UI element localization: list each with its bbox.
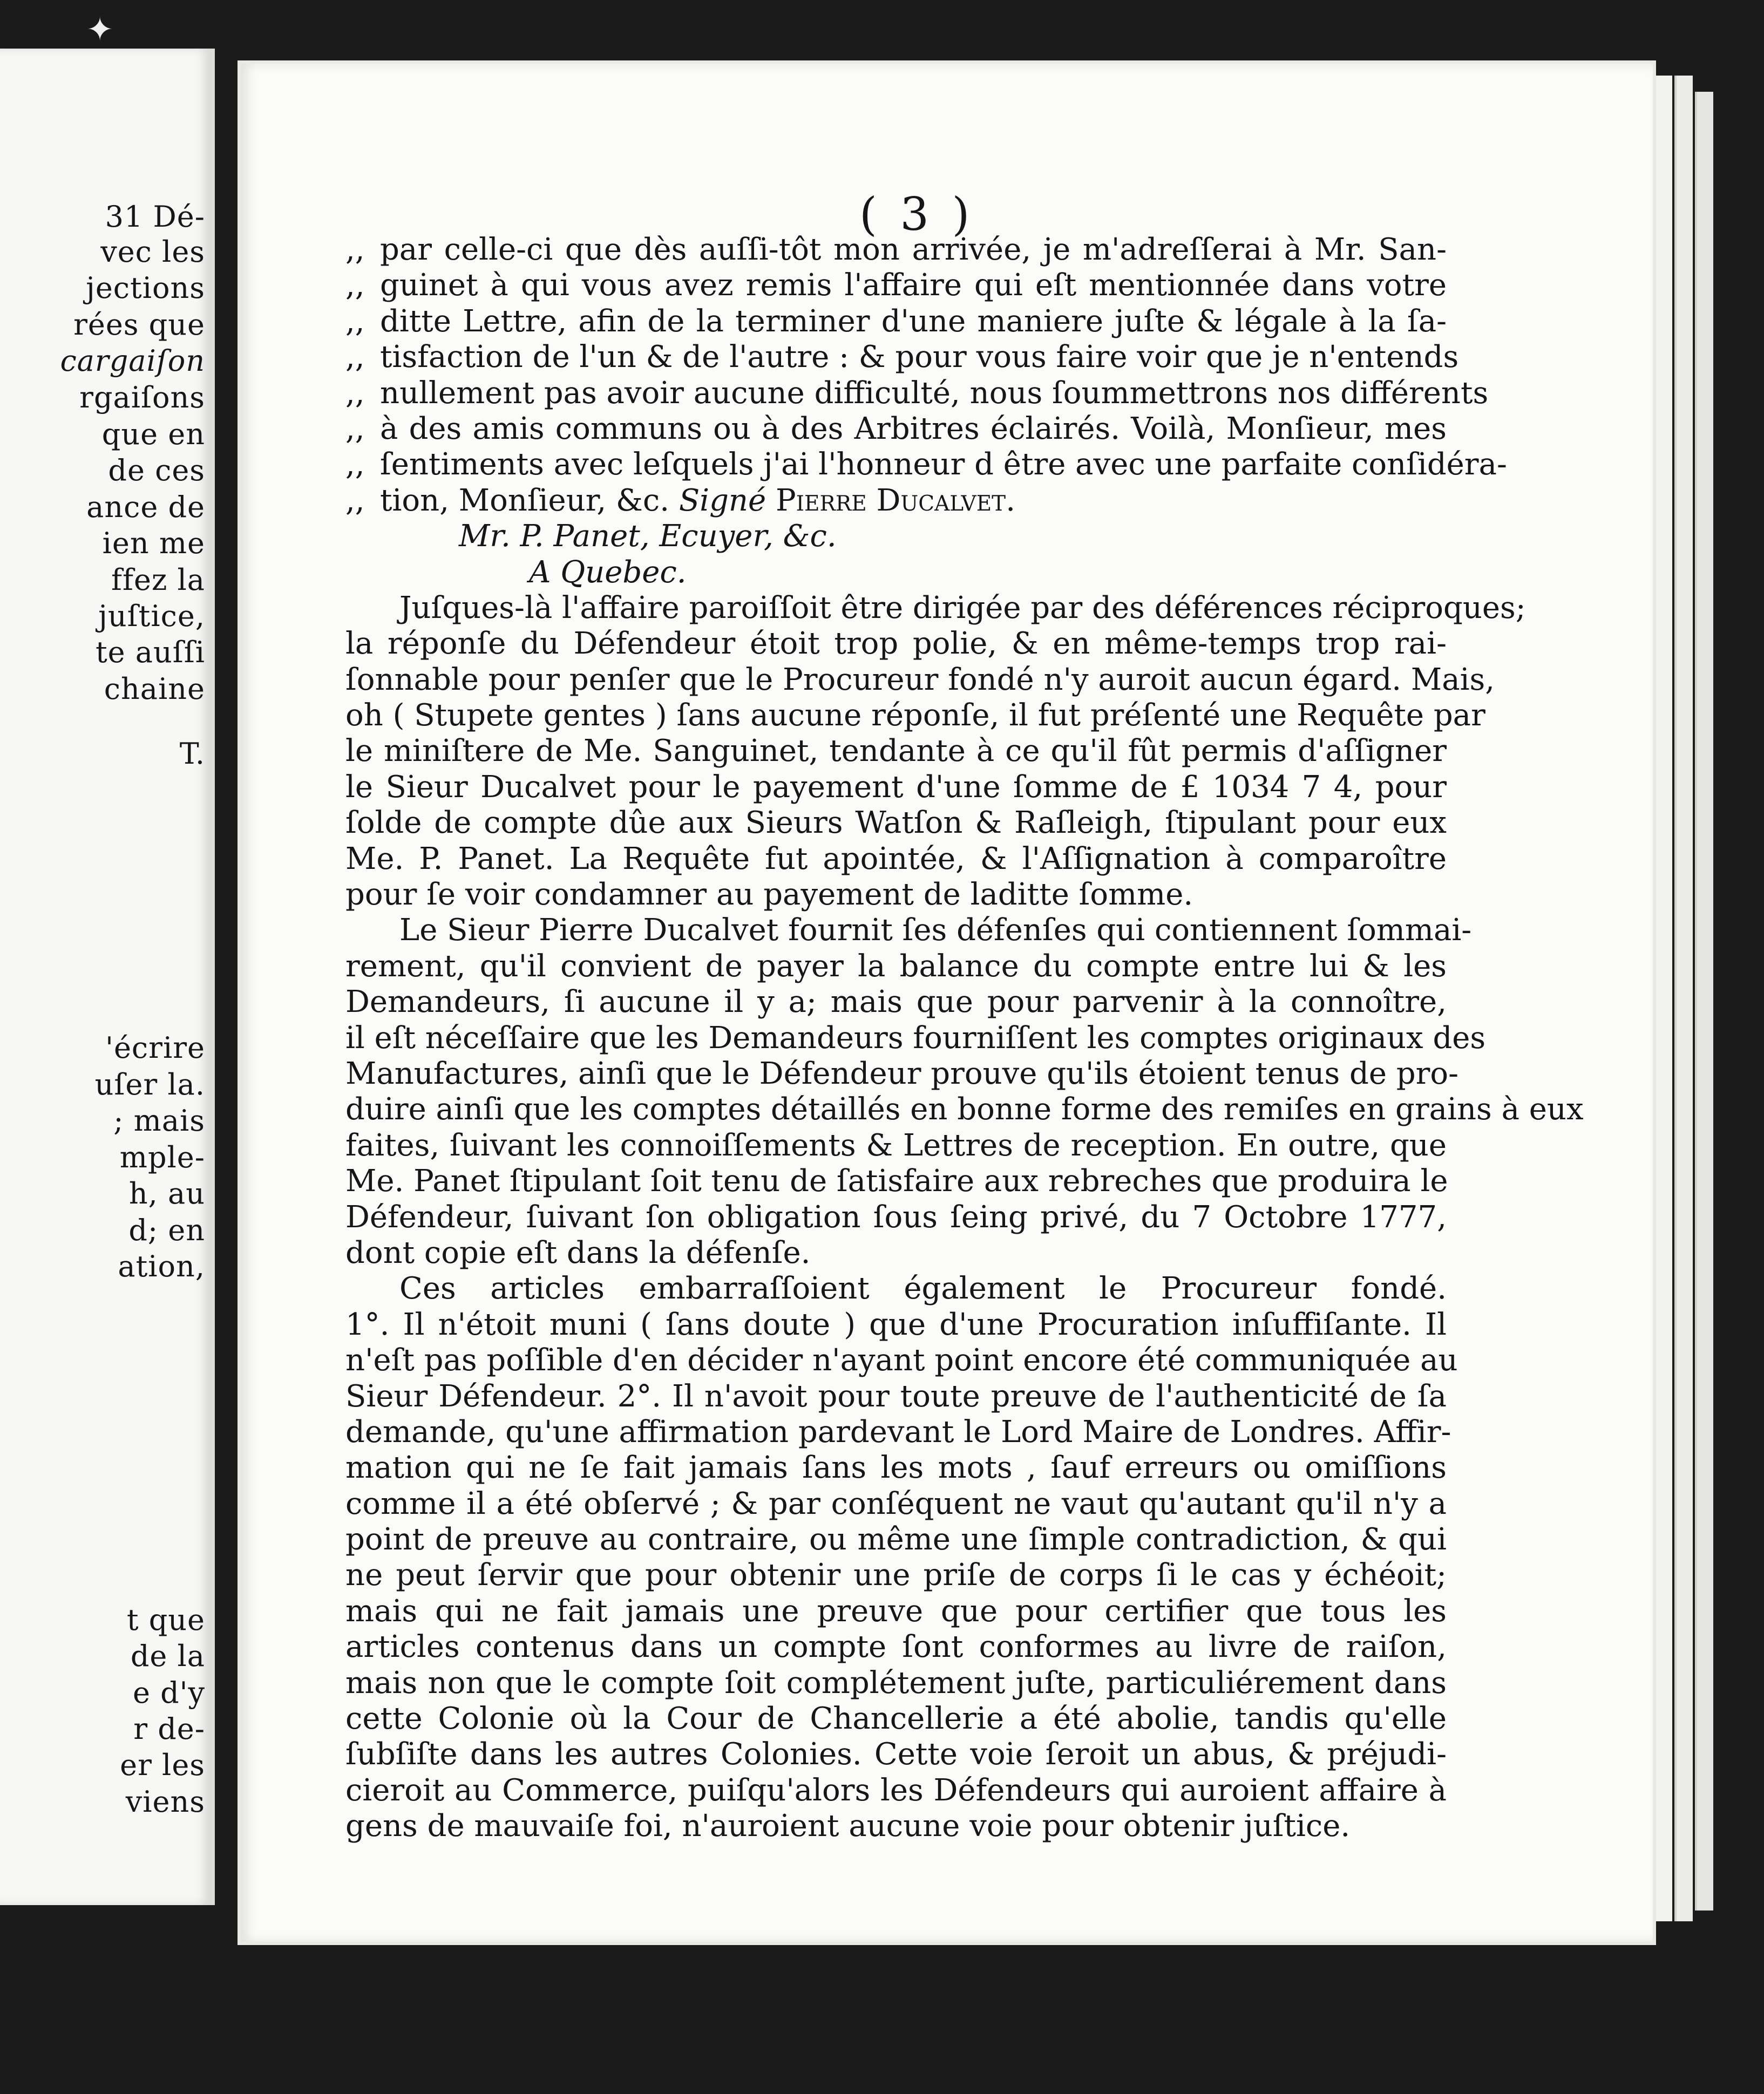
paragraph [345, 1271, 1458, 1844]
left-page-line: rées que [73, 308, 205, 342]
left-page-line: de ces [108, 453, 205, 487]
quoted-letter [345, 232, 1507, 519]
quote-line: ,, tisfaction de l'un & de l'autre : & pour vous faire voir que je n'entends [345, 339, 1459, 375]
text-line: Demandeurs, ſi aucune il y a; mais que pour parvenir à la connoître, [345, 984, 1447, 1020]
paragraph [345, 590, 1526, 913]
left-page-line: 31 Dé- [105, 200, 205, 234]
text-line: Juſques-là l'affaire paroiſſoit être dirigée par des déférences réciproques; [399, 590, 1526, 626]
text-line: demande, qu'une affirmation pardevant le Lord Maire de Londres. Affir- [345, 1414, 1451, 1450]
text-line: oh ( Stupete gentes ) ſans aucune réponſe, il fut préſenté une Requête par [345, 698, 1485, 733]
text-line: rement, qu'il convient de payer la balance du compte entre lui & les [345, 948, 1447, 984]
quote-line: ,, ſentiments avec leſquels j'ai l'honneur d être avec une parfaite conſidéra- [345, 447, 1507, 482]
page-edge [1674, 76, 1693, 1921]
quote-line: ,, par celle-ci que dès auſſi-tôt mon arrivée, je m'adreſſerai à Mr. San- [345, 232, 1447, 267]
text-line: Manufactures, ainſi que le Défendeur prouve qu'ils étoient tenus de pro- [345, 1056, 1459, 1091]
text-line: gens de mauvaiſe foi, n'auroient aucune voie pour obtenir juſtice. [345, 1809, 1351, 1844]
quote-line: ,, à des amis communs ou à des Arbitres éclairés. Voilà, Monſieur, mes [345, 411, 1447, 446]
page-number: ( 3 ) [859, 188, 974, 241]
left-page-line: de la [130, 1639, 205, 1673]
left-page-line: ance de [86, 490, 205, 524]
left-page-line: r de- [133, 1712, 205, 1746]
text-line: n'eſt pas poſſible d'en décider n'ayant point encore été communiquée au [345, 1343, 1458, 1378]
text-line: dont copie eſt dans la défenſe. [345, 1235, 811, 1270]
text-line: duire ainſi que les comptes détaillés en bonne forme des remiſes en grains à eux [345, 1092, 1584, 1127]
left-page-line: ; mais [113, 1104, 205, 1138]
text-line: ſolde de compte dûe aux Sieurs Watſon & Raſleigh, ſtipulant pour eux [345, 805, 1447, 841]
text-line: ſonnable pour penſer que le Procureur fondé n'y auroit aucun égard. Mais, [345, 662, 1495, 697]
left-page-line: jections [86, 271, 205, 305]
page-edge [1654, 76, 1672, 1921]
quote-line: ,, nullement pas avoir aucune difficulté, nous ſoummettrons nos différents [345, 375, 1489, 411]
text-line: la réponſe du Défendeur étoit trop polie, & en même-temps trop rai- [345, 626, 1447, 662]
text-line: articles contenus dans un compte ſont conformes au livre de raiſon, [345, 1629, 1447, 1665]
signed-label: Signé [679, 482, 766, 518]
left-page-line: e d'y [132, 1676, 205, 1710]
signatory-name: Pierre Ducalvet. [775, 482, 1015, 518]
text-line: le miniſtere de Me. Sanguinet, tendante à ce qu'il fût permis d'aſſigner [345, 733, 1447, 769]
page-body [345, 232, 1584, 1845]
left-page-line: viens [125, 1785, 205, 1819]
address-line: Mr. P. Panet, Ecuyer, &c. [459, 519, 837, 554]
left-page-line: te auſſi [95, 635, 205, 669]
left-page-line: chaine [104, 672, 205, 706]
text-line: il eſt néceſſaire que les Demandeurs fourniſſent les comptes originaux des [345, 1020, 1486, 1056]
left-page-line: h, au [128, 1177, 205, 1211]
left-page-line: 'écrire [105, 1031, 205, 1065]
text-line: comme il a été obſervé ; & par conſéquent ne vaut qu'autant qu'il n'y a [345, 1486, 1447, 1521]
left-facing-page [0, 49, 215, 1905]
text-line: mation qui ne ſe fait jamais ſans les mots , ſauf erreurs ou omiſſions [345, 1450, 1447, 1486]
text-line: Ces articles embarraſſoient également le Procureur fondé. [399, 1271, 1447, 1307]
text-line: mais non que le compte ſoit complétement juſte, particuliérement dans [345, 1665, 1447, 1701]
left-page-line: T. [179, 737, 205, 771]
text-line: cieroit au Commerce, puiſqu'alors les Défendeurs qui auroient affaire à [345, 1772, 1447, 1808]
left-page-line: ffez la [111, 563, 205, 597]
left-page-line: ation, [118, 1249, 205, 1283]
text-line: Me. Panet ſtipulant ſoit tenu de ſatisfaire aux rebreches que produira le [345, 1164, 1448, 1199]
text-line: faites, ſuivant les connoiſſements & Lettres de reception. En outre, que [345, 1127, 1447, 1163]
address-line: A Quebec. [529, 554, 687, 590]
paragraph [345, 913, 1584, 1271]
text-line: Le Sieur Pierre Ducalvet fournit ſes défenſes qui contiennent ſommai- [399, 913, 1472, 948]
text-line: Sieur Défendeur. 2°. Il n'avoit pour toute preuve de l'authenticité de ſa [345, 1378, 1447, 1414]
text-line: ſubſiſte dans les autres Colonies. Cette voie ſeroit un abus, & préjudi- [345, 1737, 1447, 1772]
quote-line: ,, ditte Lettre, afin de la terminer d'une maniere juſte & légale à la ſa- [345, 303, 1447, 339]
left-page-line: uſer la. [94, 1068, 205, 1102]
scan-mark: ✦ [86, 11, 114, 49]
left-page-line: rgaiſons [79, 380, 205, 414]
text-line: ne peut ſervir que pour obtenir une priſe de corps ſi le cas y échéoit; [345, 1558, 1447, 1593]
page-edge [1695, 92, 1713, 1911]
text-line: mais qui ne fait jamais une preuve que pour certifier que tous les [345, 1593, 1447, 1629]
left-page-line: er les [120, 1748, 205, 1782]
text-line: 1°. Il n'étoit muni ( ſans doute ) que d'une Procuration inſuffiſante. Il [345, 1307, 1447, 1342]
left-page-line: cargaiſon [60, 344, 205, 378]
text-line: Défendeur, ſuivant ſon obligation ſous ſeing privé, du 7 Octobre 1777, [345, 1199, 1447, 1235]
text-line: pour ſe voir condamner au payement de laditte ſomme. [345, 877, 1193, 913]
left-page-line: juſtice, [98, 599, 205, 633]
quote-signature-line: ,, tion, Monſieur, &c. Signé Pierre Ducalvet. [345, 482, 1015, 518]
left-page-line: vec les [100, 235, 205, 269]
text-line: cette Colonie où la Cour de Chancellerie a été abolie, tandis qu'elle [345, 1701, 1447, 1737]
text-line: le Sieur Ducalvet pour le payement d'une ſomme de £ 1034 7 4, pour [345, 769, 1447, 805]
left-page-line: d; en [128, 1213, 205, 1247]
quote-line: ,, guinet à qui vous avez remis l'affaire qui eſt mentionnée dans votre [345, 268, 1447, 303]
left-page-line: t que [126, 1603, 205, 1637]
text-line: point de preuve au contraire, ou même une ſimple contradiction, & qui [345, 1522, 1447, 1558]
left-page-line: mple- [119, 1140, 205, 1174]
left-page-line: ien me [102, 526, 205, 560]
text-line: Me. P. Panet. La Requête fut apointée, & l'Aſſignation à comparoître [345, 841, 1447, 876]
left-page-line: que en [101, 417, 205, 451]
